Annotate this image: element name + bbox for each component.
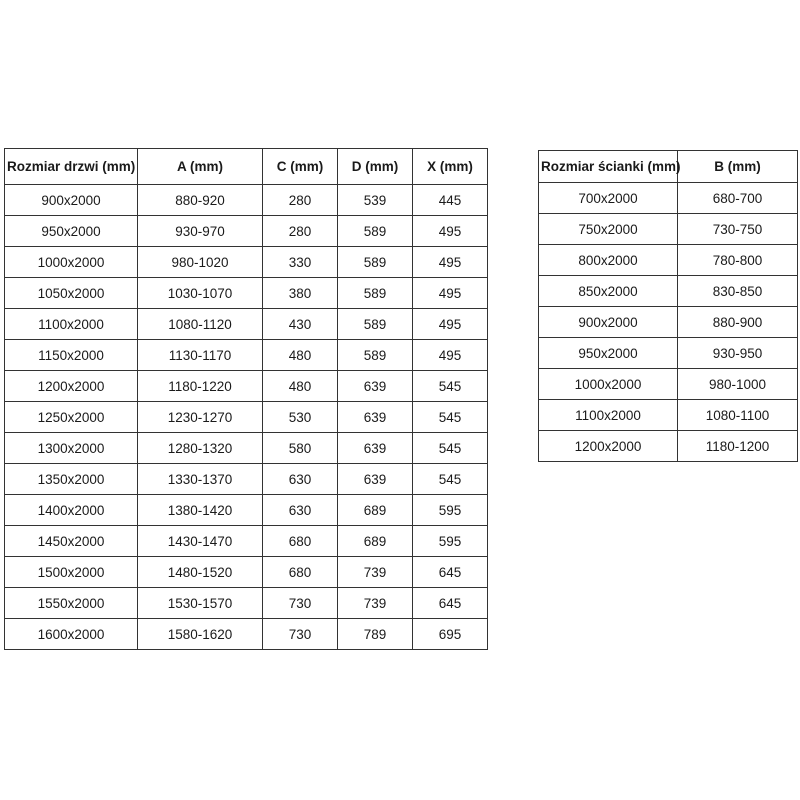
table-row <box>539 400 798 431</box>
table-cell: 380 <box>263 278 338 309</box>
table-cell: 630 <box>263 495 338 526</box>
table-cell: 1350x2000 <box>5 464 138 495</box>
table-cell: 1480-1520 <box>138 557 263 588</box>
table-row <box>5 464 488 495</box>
table-cell: 595 <box>413 495 488 526</box>
table-cell: 739 <box>338 588 413 619</box>
table-cell: 1380-1420 <box>138 495 263 526</box>
table-cell: 645 <box>413 588 488 619</box>
table-cell: 645 <box>413 557 488 588</box>
table-cell: 850x2000 <box>539 276 678 307</box>
wall-size-table-head <box>539 151 798 183</box>
table-cell: 580 <box>263 433 338 464</box>
wall-size-table-body <box>539 183 798 462</box>
table-row <box>5 433 488 464</box>
table-cell: 689 <box>338 495 413 526</box>
table-cell: 495 <box>413 247 488 278</box>
table-cell: 589 <box>338 247 413 278</box>
table-row <box>5 216 488 247</box>
table-cell: 1400x2000 <box>5 495 138 526</box>
table-cell: 589 <box>338 216 413 247</box>
table-row <box>5 185 488 216</box>
table-cell: 1080-1120 <box>138 309 263 340</box>
door-size-table-body <box>5 185 488 650</box>
table-cell: 639 <box>338 402 413 433</box>
table-cell: 780-800 <box>678 245 798 276</box>
table-cell: 880-900 <box>678 307 798 338</box>
table-cell: 495 <box>413 216 488 247</box>
table-row <box>539 338 798 369</box>
table-cell: 1330-1370 <box>138 464 263 495</box>
table-row <box>5 526 488 557</box>
table-cell: 1100x2000 <box>539 400 678 431</box>
table-cell: 1280-1320 <box>138 433 263 464</box>
table-cell: 789 <box>338 619 413 650</box>
table-cell: 700x2000 <box>539 183 678 214</box>
table-cell: 589 <box>338 309 413 340</box>
table-cell: 1250x2000 <box>5 402 138 433</box>
table-cell: 1500x2000 <box>5 557 138 588</box>
table-cell: 1450x2000 <box>5 526 138 557</box>
table-cell: 495 <box>413 340 488 371</box>
table-cell: 750x2000 <box>539 214 678 245</box>
header-row <box>539 151 798 183</box>
table-cell: 330 <box>263 247 338 278</box>
table-cell: 1180-1200 <box>678 431 798 462</box>
table-cell: 900x2000 <box>5 185 138 216</box>
table-cell: 1600x2000 <box>5 619 138 650</box>
table-cell: 589 <box>338 278 413 309</box>
table-cell: 1180-1220 <box>138 371 263 402</box>
table-cell: 639 <box>338 371 413 402</box>
table-cell: 280 <box>263 216 338 247</box>
table-cell: 1000x2000 <box>539 369 678 400</box>
table-cell: 900x2000 <box>539 307 678 338</box>
table-row <box>5 371 488 402</box>
table-cell: 545 <box>413 464 488 495</box>
table-row <box>5 309 488 340</box>
table-row <box>539 431 798 462</box>
column-header: D (mm) <box>338 149 413 185</box>
table-cell: 880-920 <box>138 185 263 216</box>
table-cell: 495 <box>413 309 488 340</box>
table-row <box>5 247 488 278</box>
table-cell: 530 <box>263 402 338 433</box>
table-cell: 730-750 <box>678 214 798 245</box>
table-cell: 495 <box>413 278 488 309</box>
table-cell: 280 <box>263 185 338 216</box>
table-row <box>539 214 798 245</box>
column-header: X (mm) <box>413 149 488 185</box>
table-row <box>5 557 488 588</box>
table-cell: 680-700 <box>678 183 798 214</box>
table-row <box>539 183 798 214</box>
table-cell: 480 <box>263 371 338 402</box>
table-cell: 739 <box>338 557 413 588</box>
table-cell: 950x2000 <box>5 216 138 247</box>
table-row <box>5 495 488 526</box>
header-row <box>5 149 488 185</box>
table-cell: 980-1020 <box>138 247 263 278</box>
table-cell: 730 <box>263 588 338 619</box>
table-cell: 1100x2000 <box>5 309 138 340</box>
table-row <box>539 245 798 276</box>
table-cell: 430 <box>263 309 338 340</box>
table-cell: 1530-1570 <box>138 588 263 619</box>
table-row <box>5 619 488 650</box>
table-cell: 545 <box>413 402 488 433</box>
table-cell: 1050x2000 <box>5 278 138 309</box>
table-cell: 539 <box>338 185 413 216</box>
table-cell: 689 <box>338 526 413 557</box>
table-cell: 1000x2000 <box>5 247 138 278</box>
table-cell: 1080-1100 <box>678 400 798 431</box>
table-cell: 1150x2000 <box>5 340 138 371</box>
table-cell: 639 <box>338 433 413 464</box>
table-cell: 980-1000 <box>678 369 798 400</box>
table-cell: 480 <box>263 340 338 371</box>
table-cell: 595 <box>413 526 488 557</box>
table-cell: 639 <box>338 464 413 495</box>
table-cell: 1580-1620 <box>138 619 263 650</box>
table-cell: 730 <box>263 619 338 650</box>
table-cell: 695 <box>413 619 488 650</box>
door-size-table-head <box>5 149 488 185</box>
table-row <box>5 402 488 433</box>
table-row <box>539 276 798 307</box>
table-cell: 1200x2000 <box>539 431 678 462</box>
table-cell: 1550x2000 <box>5 588 138 619</box>
table-cell: 680 <box>263 557 338 588</box>
table-cell: 1230-1270 <box>138 402 263 433</box>
table-cell: 680 <box>263 526 338 557</box>
table-cell: 1300x2000 <box>5 433 138 464</box>
table-row <box>539 307 798 338</box>
wall-size-table <box>538 150 798 462</box>
table-cell: 930-970 <box>138 216 263 247</box>
table-cell: 545 <box>413 371 488 402</box>
table-cell: 589 <box>338 340 413 371</box>
table-cell: 1200x2000 <box>5 371 138 402</box>
column-header: Rozmiar drzwi (mm) <box>5 149 138 185</box>
column-header: Rozmiar ścianki (mm) <box>539 151 678 183</box>
table-row <box>539 369 798 400</box>
table-row <box>5 340 488 371</box>
door-size-table <box>4 148 488 650</box>
table-cell: 1430-1470 <box>138 526 263 557</box>
table-cell: 830-850 <box>678 276 798 307</box>
table-cell: 950x2000 <box>539 338 678 369</box>
table-cell: 930-950 <box>678 338 798 369</box>
table-row <box>5 278 488 309</box>
table-cell: 1130-1170 <box>138 340 263 371</box>
table-row <box>5 588 488 619</box>
table-cell: 800x2000 <box>539 245 678 276</box>
table-cell: 545 <box>413 433 488 464</box>
table-cell: 630 <box>263 464 338 495</box>
column-header: C (mm) <box>263 149 338 185</box>
column-header: B (mm) <box>678 151 798 183</box>
table-cell: 1030-1070 <box>138 278 263 309</box>
table-cell: 445 <box>413 185 488 216</box>
column-header: A (mm) <box>138 149 263 185</box>
